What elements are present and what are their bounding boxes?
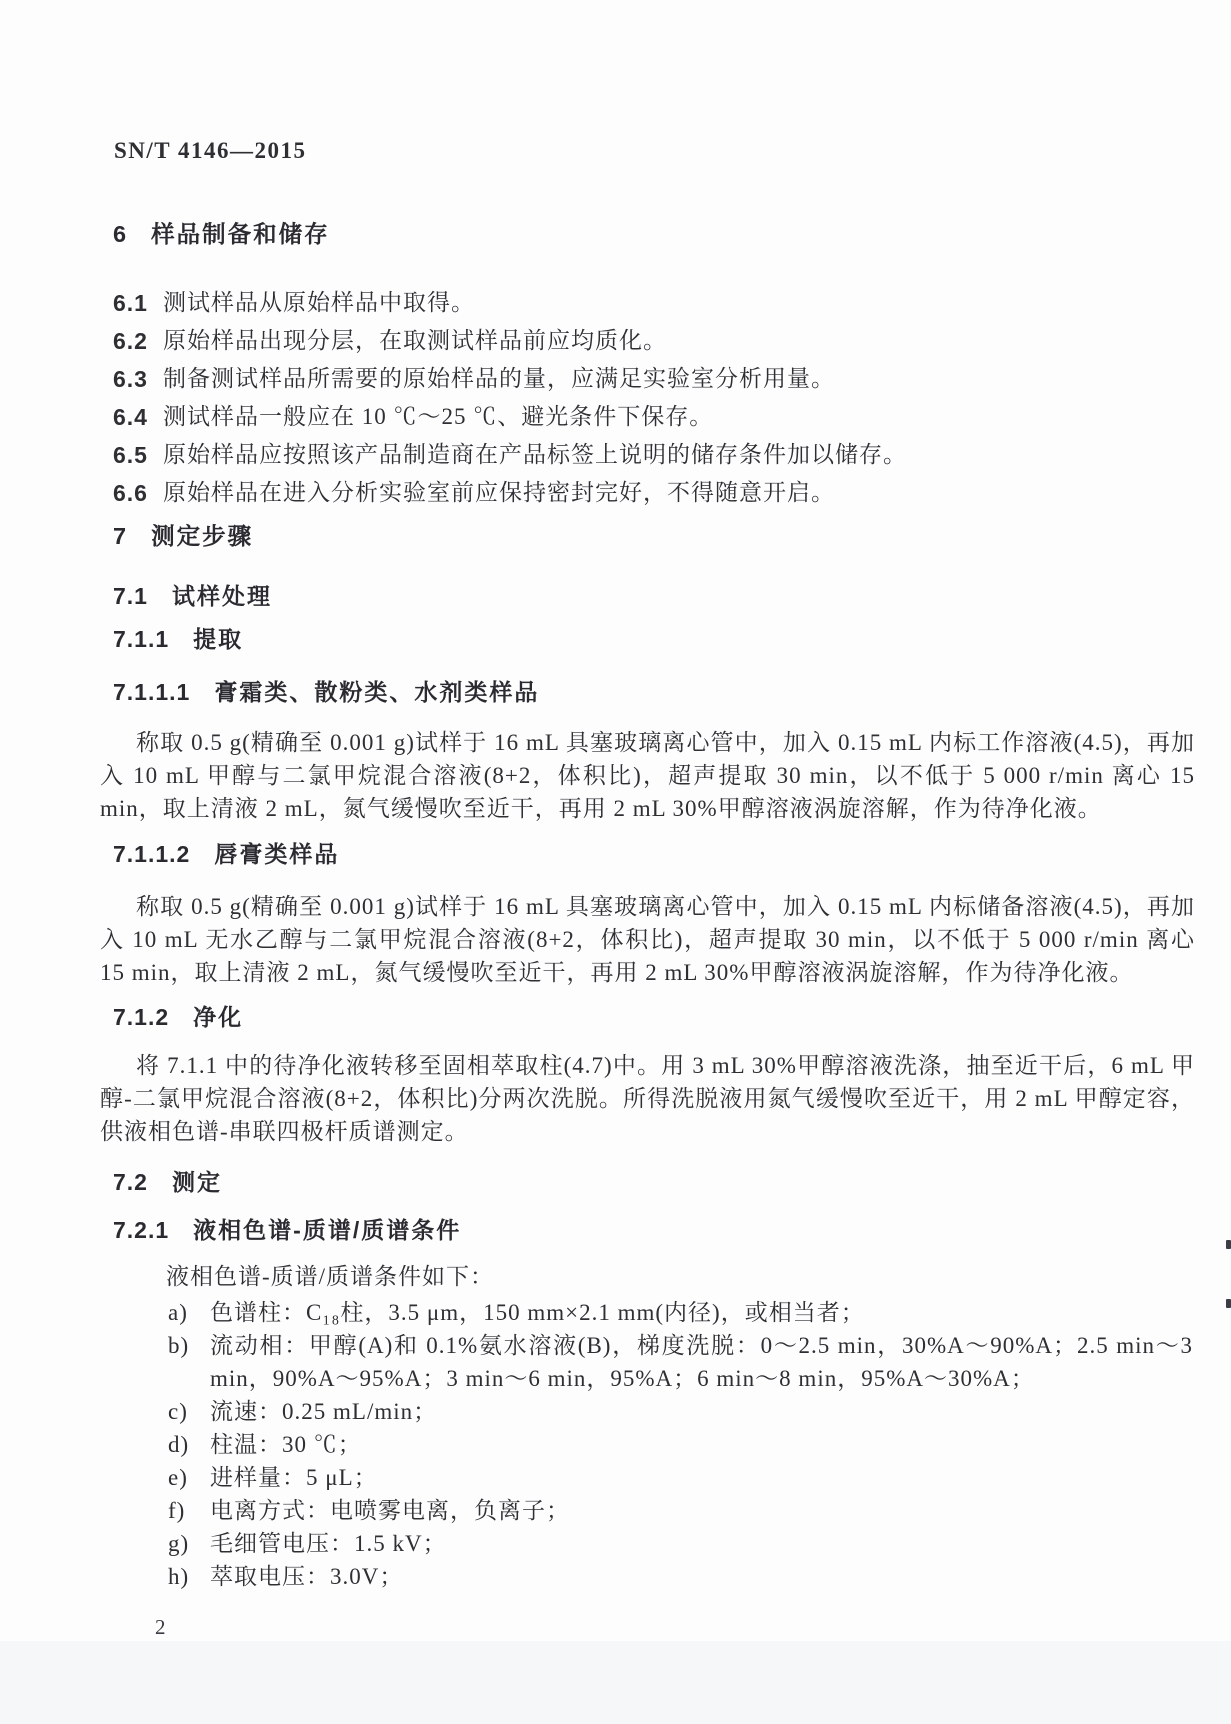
paragraph-7-1-1-1: 称取 0.5 g(精确至 0.001 g)试样于 16 mL 具塞玻璃离心管中，加入 0.15 mL 内标工作溶液(4.5)，再加入 10 mL 甲醇与二氯甲烷混合溶液(8+2，体积比)，超声提取 30 min，以不低于 5 000 r/min 离心 15 min，取上清液 2 mL，氮气缓慢吹至近干，再用 2 mL 30%甲醇溶液涡旋溶解，作为待净化液。 — [100, 730, 1195, 821]
heading-number: 7.1.1.2 — [113, 841, 191, 867]
clause-number: 6.1 — [113, 290, 148, 316]
heading-title: 测定 — [171, 1169, 222, 1195]
heading-number: 7.1.1 — [113, 626, 170, 652]
item-letter: c) — [168, 1399, 188, 1424]
section-7-heading — [113, 522, 1195, 550]
condition-item-g — [168, 1527, 1195, 1560]
clause-number: 6.5 — [113, 442, 148, 468]
clause-number: 6.3 — [113, 366, 148, 392]
condition-item-b — [168, 1329, 1195, 1395]
paragraph-7-1-2: 将 7.1.1 中的待净化液转移至固相萃取柱(4.7)中。用 3 mL 30%甲醇溶液洗涤，抽至近干后，6 mL 甲醇-二氯甲烷混合溶液(8+2，体积比)分两次洗脱。所得洗脱液用氮气缓慢吹至近干，用 2 mL 甲醇定容，供液相色谱-串联四极杆质谱测定。 — [100, 1053, 1195, 1144]
item-letter: h) — [168, 1564, 190, 1589]
section-7-number: 7 — [113, 523, 128, 549]
heading-title: 提取 — [193, 626, 244, 652]
item-text: 进样量：5 μL； — [210, 1465, 378, 1490]
section-6-heading — [113, 220, 1195, 248]
heading-title: 液相色谱-质谱/质谱条件 — [193, 1217, 462, 1243]
scan-artifact-mark — [1226, 1240, 1231, 1249]
condition-item-f — [168, 1494, 1195, 1527]
item-text: 流速：0.25 mL/min； — [210, 1399, 438, 1424]
clause-text: 测试样品一般应在 10 ℃～25 ℃、避光条件下保存。 — [163, 404, 714, 429]
clause-number: 6.4 — [113, 404, 148, 430]
condition-item-h — [168, 1560, 1195, 1593]
item-text: 流动相：甲醇(A)和 0.1%氨水溶液(B)，梯度洗脱：0～2.5 min，30%A～90%A；2.5 min～3 min，90%A～95%A；3 min～6 min，95%A；6 min～8 min，95%A～30%A； — [210, 1333, 1193, 1391]
heading-7-1 — [113, 582, 1195, 610]
clause-6-3 — [100, 360, 1195, 398]
page-number: 2 — [155, 1615, 166, 1639]
conditions-intro: 液相色谱-质谱/质谱条件如下： — [166, 1264, 495, 1289]
conditions-list — [100, 1296, 1195, 1593]
condition-item-e — [168, 1461, 1195, 1494]
heading-7-1-2 — [113, 1003, 1195, 1031]
clause-6-2 — [100, 322, 1195, 360]
heading-number: 7.1.1.1 — [113, 679, 191, 705]
clause-text: 原始样品应按照该产品制造商在产品标签上说明的储存条件加以储存。 — [163, 442, 907, 467]
heading-number: 7.1.2 — [113, 1004, 170, 1030]
item-text: 毛细管电压：1.5 kV； — [210, 1531, 447, 1556]
heading-number: 7.1 — [113, 583, 148, 609]
clause-text: 制备测试样品所需要的原始样品的量，应满足实验室分析用量。 — [163, 366, 835, 391]
clause-6-6 — [100, 474, 1195, 512]
condition-item-c — [168, 1395, 1195, 1428]
item-letter: b) — [168, 1333, 190, 1358]
heading-7-1-1-1 — [113, 678, 1195, 706]
heading-number: 7.2 — [113, 1169, 148, 1195]
heading-number: 7.2.1 — [113, 1217, 170, 1243]
clause-text: 测试样品从原始样品中取得。 — [163, 290, 475, 315]
item-text: 电离方式：电喷雾电离，负离子； — [210, 1498, 570, 1523]
item-text: 色谱柱：C₁₈柱，3.5 μm，150 mm×2.1 mm(内径)，或相当者； — [210, 1300, 865, 1325]
clause-6-5 — [100, 436, 1195, 474]
scan-edge-shade — [0, 1641, 1231, 1724]
heading-title: 试样处理 — [171, 583, 272, 609]
heading-7-2 — [113, 1168, 1195, 1196]
item-letter: f) — [168, 1498, 186, 1523]
item-letter: d) — [168, 1432, 190, 1457]
condition-item-a — [168, 1296, 1195, 1329]
heading-7-1-1 — [113, 625, 1195, 653]
section-6-number: 6 — [113, 221, 128, 247]
section-7-title: 测定步骤 — [151, 523, 254, 549]
clause-6-4 — [100, 398, 1195, 436]
heading-7-1-1-2 — [113, 840, 1195, 868]
clause-text: 原始样品在进入分析实验室前应保持密封完好，不得随意开启。 — [163, 480, 835, 505]
item-letter: a) — [168, 1300, 188, 1325]
heading-title: 唇膏类样品 — [214, 841, 340, 867]
scan-artifact-mark — [1226, 1299, 1231, 1308]
heading-title: 膏霜类、散粉类、水剂类样品 — [214, 679, 540, 705]
paragraph-7-1-1-2: 称取 0.5 g(精确至 0.001 g)试样于 16 mL 具塞玻璃离心管中，加入 0.15 mL 内标储备溶液(4.5)，再加入 10 mL 无水乙醇与二氯甲烷混合溶液(8+2，体积比)，超声提取 30 min，以不低于 5 000 r/min 离心 15 min，取上清液 2 mL，氮气缓慢吹至近干，再用 2 mL 30%甲醇溶液涡旋溶解，作为待净化液。 — [100, 894, 1195, 985]
heading-title: 净化 — [193, 1004, 244, 1030]
item-letter: e) — [168, 1465, 188, 1490]
clause-number: 6.6 — [113, 480, 148, 506]
section-6-clause-list — [100, 284, 1195, 512]
section-6-title: 样品制备和储存 — [151, 221, 330, 247]
item-text: 柱温：30 ℃； — [210, 1432, 362, 1457]
heading-7-2-1 — [113, 1216, 1195, 1244]
clause-text: 原始样品出现分层，在取测试样品前应均质化。 — [163, 328, 667, 353]
clause-number: 6.2 — [113, 328, 148, 354]
item-text: 萃取电压：3.0V； — [210, 1564, 404, 1589]
clause-6-1 — [100, 284, 1195, 322]
item-letter: g) — [168, 1531, 190, 1556]
standard-number-header: SN/T 4146—2015 — [114, 138, 307, 163]
condition-item-d — [168, 1428, 1195, 1461]
